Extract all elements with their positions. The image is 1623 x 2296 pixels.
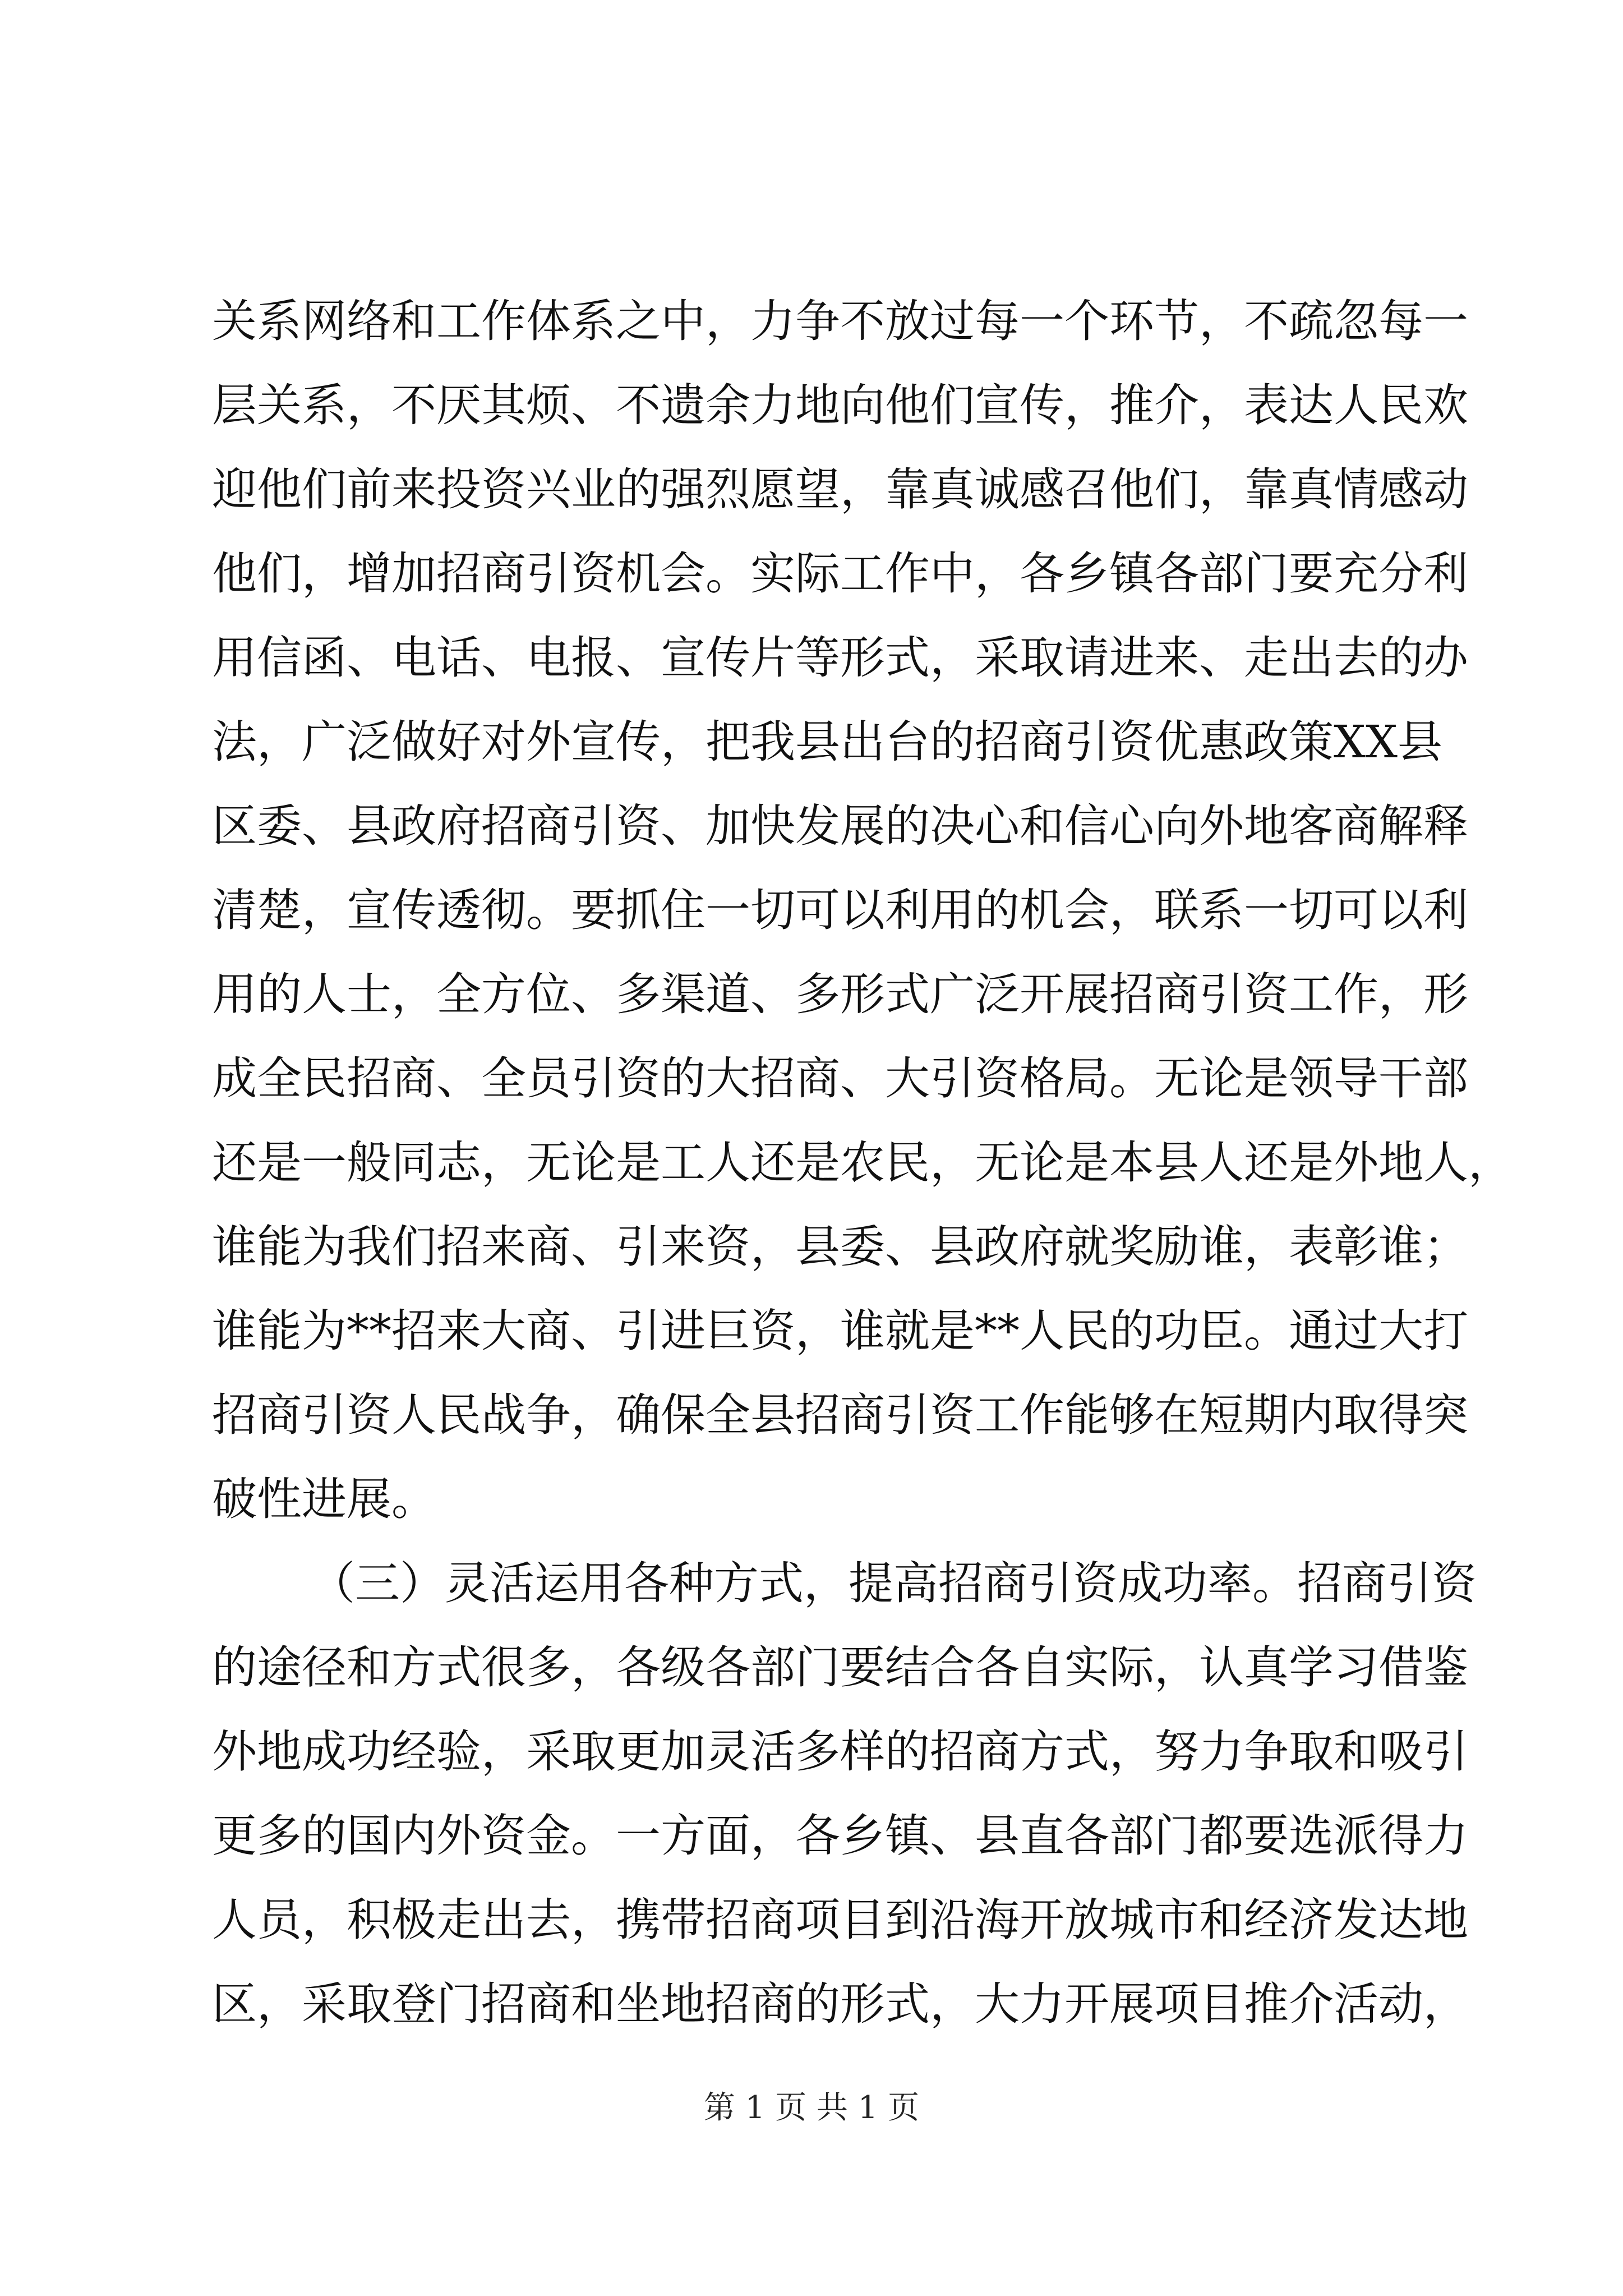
- text-line: 的途径和方式很多，各级各部门要结合各自实际，认真学习借鉴: [212, 1641, 1468, 1694]
- text-line: 招商引资人民战争，确保全县招商引资工作能够在短期内取得突: [212, 1389, 1468, 1441]
- text-line: 谁能为我们招来商、引来资，县委、县政府就奖励谁，表彰谁；: [212, 1221, 1468, 1273]
- text-line: 谁能为**招来大商、引进巨资，谁就是**人民的功臣。通过大打: [212, 1305, 1468, 1357]
- text-line: 外地成功经验，采取更加灵活多样的招商方式，努力争取和吸引: [212, 1726, 1468, 1778]
- paragraph-end-line: 破性进展。: [212, 1473, 436, 1525]
- text-line: 用信函、电话、电报、宣传片等形式，采取请进来、走出去的办: [212, 632, 1468, 684]
- page-footer: 第 1 页 共 1 页: [703, 2090, 920, 2126]
- text-line: 关系网络和工作体系之中，力争不放过每一个环节，不疏忽每一: [212, 295, 1468, 347]
- paragraph-first-line: （三）灵活运用各种方式，提高招商引资成功率。招商引资: [310, 1557, 1477, 1609]
- text-line: 区委、县政府招商引资、加快发展的决心和信心向外地客商解释: [212, 800, 1468, 852]
- text-line: 用的人士，全方位、多渠道、多形式广泛开展招商引资工作，形: [212, 968, 1468, 1020]
- text-line: 迎他们前来投资兴业的强烈愿望，靠真诚感召他们，靠真情感动: [212, 463, 1468, 516]
- text-line: 法，广泛做好对外宣传，把我县出台的招商引资优惠政策XX县: [212, 716, 1442, 768]
- text-line: 区，采取登门招商和坐地招商的形式，大力开展项目推介活动，: [212, 1978, 1468, 2030]
- document-body: [212, 279, 1513, 2046]
- text-line: 他们，增加招商引资机会。实际工作中，各乡镇各部门要充分利: [212, 547, 1468, 600]
- text-line: 清楚，宣传透彻。要抓住一切可以利用的机会，联系一切可以利: [212, 884, 1468, 936]
- text-line: 还是一般同志，无论是工人还是农民，无论是本县人还是外地人，: [212, 1137, 1513, 1189]
- text-line: 成全民招商、全员引资的大招商、大引资格局。无论是领导干部: [212, 1052, 1468, 1105]
- text-line: 更多的国内外资金。一方面，各乡镇、县直各部门都要选派得力: [212, 1810, 1468, 1862]
- text-line: 层关系，不厌其烦、不遗余力地向他们宣传，推介，表达人民欢: [212, 379, 1468, 431]
- text-line: 人员，积极走出去，携带招商项目到沿海开放城市和经济发达地: [212, 1894, 1468, 1946]
